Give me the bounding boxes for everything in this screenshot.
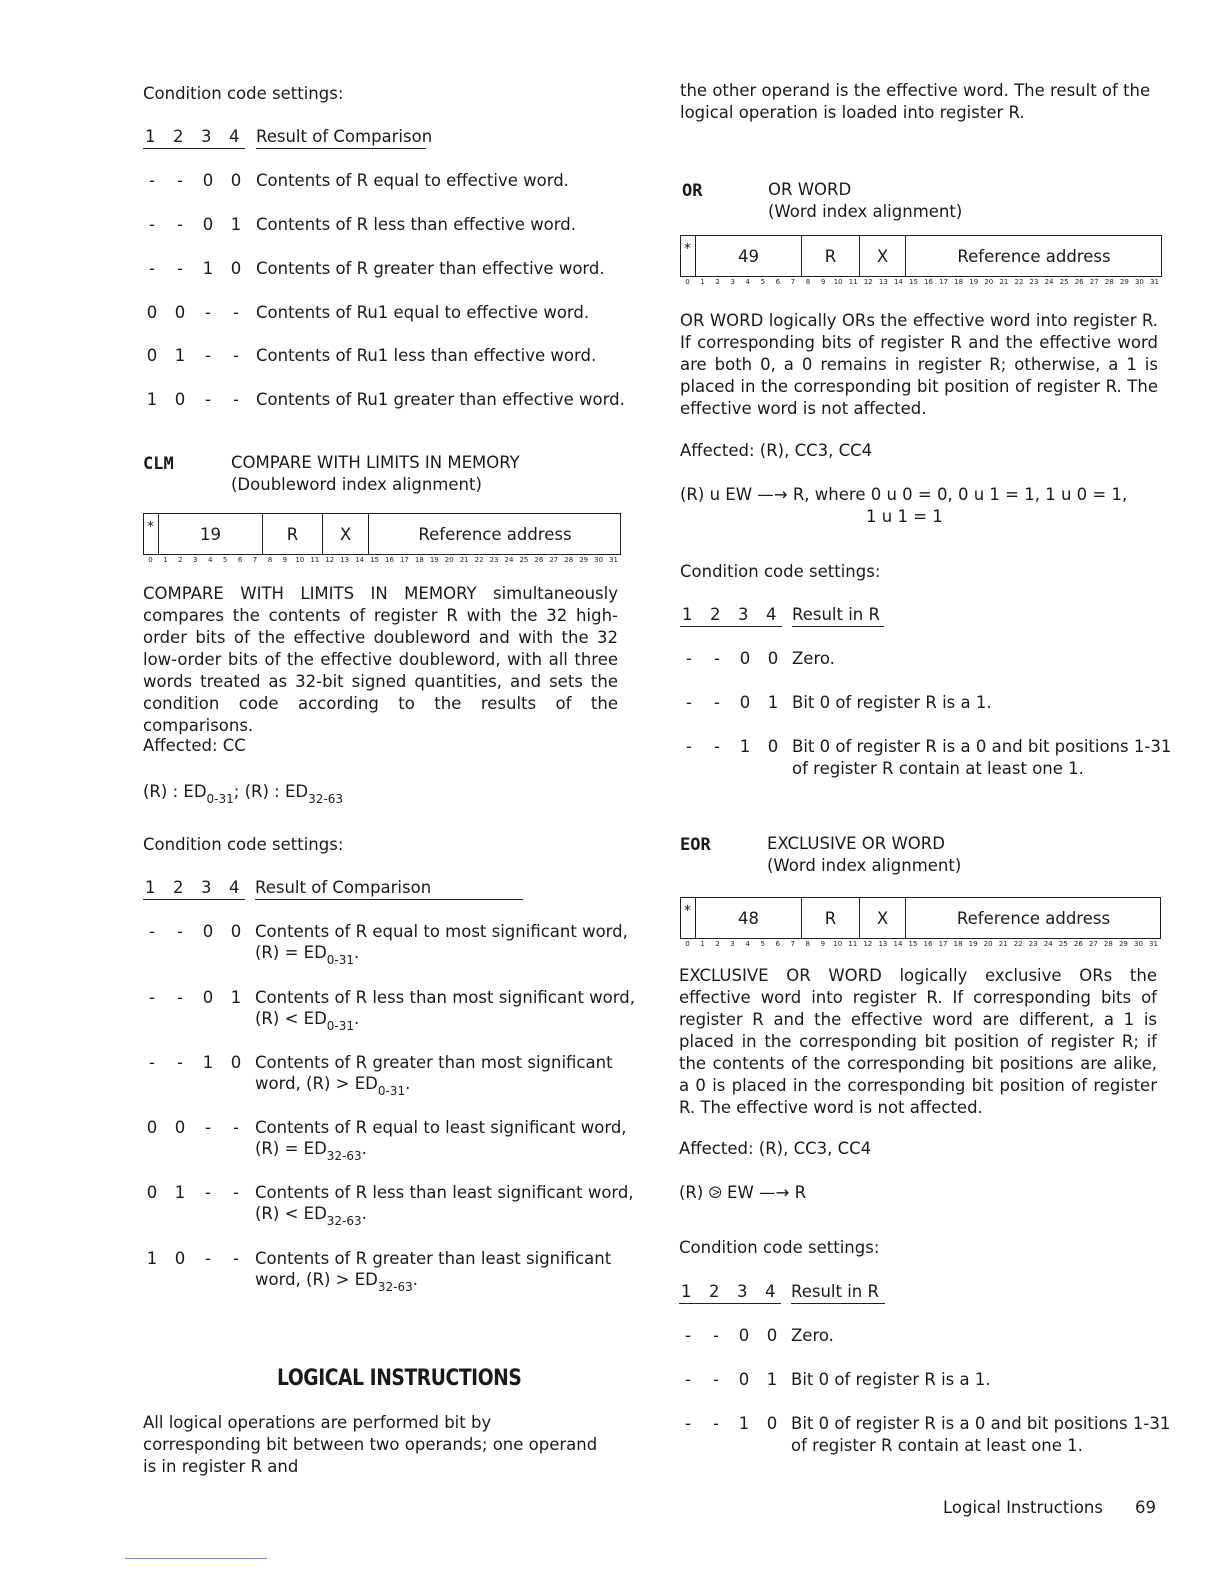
table-cell-code: 1 bbox=[767, 693, 779, 712]
table-cell-code: - bbox=[233, 346, 239, 365]
table-cell-code: 0 bbox=[202, 215, 214, 234]
table-cell-code: 0 bbox=[146, 1183, 158, 1202]
bit-number: 3 bbox=[193, 556, 198, 564]
bit-number: 28 bbox=[1103, 940, 1113, 948]
table-cell-code: 0 bbox=[230, 259, 242, 278]
table-cell-code: 1 bbox=[230, 988, 242, 1007]
bit-number: 26 bbox=[1073, 940, 1083, 948]
table-header-col: 1 bbox=[682, 605, 693, 624]
bit-number: 22 bbox=[474, 556, 484, 564]
bit-number: 2 bbox=[715, 278, 720, 286]
bit-number: 17 bbox=[399, 556, 409, 564]
bit-number: 17 bbox=[938, 940, 948, 948]
or-formula-line2: 1 u 1 = 1 bbox=[866, 507, 943, 526]
opcode-field: 48 bbox=[696, 897, 802, 939]
bit-number: 27 bbox=[549, 556, 559, 564]
bit-number: 1 bbox=[163, 556, 168, 564]
table-cell-result-formula: $(R) = ED_{0-31}$. bbox=[255, 943, 360, 967]
bit-number: 7 bbox=[252, 556, 258, 564]
bit-number: 20 bbox=[983, 940, 993, 948]
footer-section: Logical Instructions bbox=[943, 1498, 1103, 1517]
table-cell-code: 0 bbox=[202, 171, 214, 190]
table-cell-code: - bbox=[177, 259, 183, 278]
table-cell-code: - bbox=[233, 1118, 239, 1137]
bit-number: 16 bbox=[385, 556, 394, 564]
register-field: R bbox=[802, 897, 860, 939]
table-header-col: 2 bbox=[709, 1282, 720, 1301]
bit-number: 10 bbox=[833, 940, 843, 948]
table-cell-result-formula: $(R) < ED_{0-31}$. bbox=[255, 1009, 360, 1033]
or-cc-heading: Condition code settings: bbox=[680, 562, 881, 581]
table-cell-code: - bbox=[149, 215, 155, 234]
table-header-col: 1 bbox=[145, 878, 156, 897]
table-cell-code: - bbox=[149, 1053, 155, 1072]
table-cell-code: 1 bbox=[202, 1053, 214, 1072]
table-header-col: 3 bbox=[738, 605, 749, 624]
reference-address-field: Reference address bbox=[957, 246, 1111, 266]
bit-number: 28 bbox=[1104, 278, 1114, 286]
bit-number: 6 bbox=[237, 556, 243, 564]
table-cell-code: - bbox=[713, 1326, 719, 1345]
bit-number: 6 bbox=[775, 940, 780, 948]
bit-number: 22 bbox=[1014, 278, 1024, 286]
table-header-result: Result of Comparison bbox=[256, 126, 426, 149]
table-cell-code: 1 bbox=[146, 390, 158, 409]
table-header-col: 4 bbox=[229, 127, 240, 146]
bit-number: 1 bbox=[700, 940, 705, 948]
bit-number: 20 bbox=[444, 556, 454, 564]
or-alignment: (Word index alignment) bbox=[768, 202, 963, 221]
bit-number: 21 bbox=[998, 940, 1008, 948]
or-mnemonic: OR bbox=[682, 181, 703, 201]
bit-number: 31 bbox=[1150, 278, 1159, 286]
bit-number: 15 bbox=[370, 556, 379, 564]
table-cell-result: Bit 0 of register R is a 0 and bit positions 1-31 bbox=[792, 737, 1172, 756]
bit-number: 10 bbox=[295, 556, 305, 564]
register-field: R bbox=[802, 235, 860, 277]
table-cell-code: 1 bbox=[202, 259, 214, 278]
eor-alignment: (Word index alignment) bbox=[767, 856, 962, 875]
table-cell-code: 0 bbox=[146, 346, 158, 365]
bit-number: 30 bbox=[594, 556, 604, 564]
table-cell-code: 0 bbox=[202, 988, 214, 1007]
bit-number: 18 bbox=[954, 278, 964, 286]
table-header-result: Result in R bbox=[791, 1281, 885, 1304]
bit-number: 22 bbox=[1013, 940, 1023, 948]
indirect-flag: * bbox=[143, 513, 159, 555]
bit-number: 2 bbox=[715, 940, 720, 948]
table-header-col: 2 bbox=[710, 605, 721, 624]
bit-number: 17 bbox=[939, 278, 949, 286]
table-header-col: 1 bbox=[681, 1282, 692, 1301]
table-cell-code: 0 bbox=[766, 1326, 778, 1345]
bit-number: 0 bbox=[685, 278, 690, 286]
bit-number: 11 bbox=[848, 278, 858, 286]
bit-number: 19 bbox=[969, 278, 979, 286]
bit-number: 8 bbox=[267, 556, 273, 564]
table-cell-code: 0 bbox=[739, 649, 751, 668]
table-header-col: 4 bbox=[229, 878, 240, 897]
bit-number: 28 bbox=[564, 556, 574, 564]
table-cell-result: Contents of R equal to most significant word, bbox=[255, 922, 628, 941]
bit-number: 7 bbox=[790, 278, 796, 286]
table-cell-result-formula: word, $(R) > ED_{0-31}$. bbox=[255, 1074, 411, 1098]
table-cell-code: - bbox=[177, 988, 183, 1007]
table-cell-code: - bbox=[233, 1183, 239, 1202]
table-cell-result: Contents of R greater than least significant bbox=[255, 1249, 612, 1268]
clm-affected: Affected: CC bbox=[143, 736, 246, 755]
table-header-col: 2 bbox=[173, 127, 184, 146]
table-cell-code: - bbox=[686, 649, 692, 668]
table-cell-code: - bbox=[685, 1326, 691, 1345]
table-header-columns bbox=[143, 877, 245, 900]
table-cell-result: Contents of R equal to effective word. bbox=[256, 171, 569, 190]
bit-number: 4 bbox=[207, 556, 213, 564]
table-cell-code: - bbox=[233, 1249, 239, 1268]
table-cell-code: - bbox=[177, 171, 183, 190]
bit-number: 1 bbox=[700, 278, 705, 286]
bit-number: 23 bbox=[1028, 940, 1038, 948]
table-cell-code: - bbox=[685, 1414, 691, 1433]
table-cell-code: 0 bbox=[174, 303, 186, 322]
table-header-result: Result of Comparison bbox=[255, 877, 523, 900]
clm-alignment: (Doubleword index alignment) bbox=[231, 475, 482, 494]
table-cell-code: - bbox=[205, 1183, 211, 1202]
table-header-result: Result in R bbox=[792, 604, 884, 627]
bit-number: 24 bbox=[1044, 278, 1054, 286]
table-cell-result-formula: $(R) < ED_{32-63}$. bbox=[255, 1204, 367, 1228]
bit-ruler bbox=[680, 939, 1161, 949]
bit-number: 14 bbox=[893, 940, 903, 948]
table-header-columns bbox=[143, 126, 245, 149]
table-cell-result-formula: word, $(R) > ED_{32-63}$. bbox=[255, 1270, 418, 1294]
bit-number: 13 bbox=[340, 556, 350, 564]
footer-rule bbox=[125, 1558, 267, 1559]
opcode-field: 19 bbox=[159, 513, 263, 555]
bit-number: 20 bbox=[984, 278, 994, 286]
bit-number: 26 bbox=[534, 556, 544, 564]
table-cell-code: - bbox=[149, 988, 155, 1007]
indirect-flag: * bbox=[680, 897, 696, 939]
table-cell-code: - bbox=[177, 1053, 183, 1072]
table-cell-code: 1 bbox=[230, 215, 242, 234]
table-cell-code: - bbox=[149, 922, 155, 941]
logical-intro: All logical operations are performed bit by corresponding bit between two operands; one operand is in register R and bbox=[143, 1413, 598, 1476]
bit-number: 24 bbox=[504, 556, 514, 564]
table-cell-code: - bbox=[177, 922, 183, 941]
table-cell-result: of register R contain at least one 1. bbox=[791, 1436, 1083, 1455]
table-cell-result: Contents of Ru1 less than effective word. bbox=[256, 346, 597, 365]
bit-number: 4 bbox=[745, 278, 751, 286]
clm-description: COMPARE WITH LIMITS IN MEMORY simultaneously compares the contents of register R with the 32 high-order bits of the effective doubleword and with the 32 low-order bits of the effective doubleword, with all three words treated as 32-bit signed quantities, and sets the condition code according to the results of the comparisons. bbox=[143, 584, 618, 735]
table-cell-code: - bbox=[714, 737, 720, 756]
table-cell-result: Contents of R less than most significant word, bbox=[255, 988, 635, 1007]
table-cell-code: 0 bbox=[202, 922, 214, 941]
table-cell-code: 0 bbox=[767, 737, 779, 756]
table-cell-result: Contents of R less than effective word. bbox=[256, 215, 576, 234]
table-header-col: 3 bbox=[201, 127, 212, 146]
bit-number: 30 bbox=[1134, 278, 1144, 286]
bit-number: 2 bbox=[178, 556, 183, 564]
bit-number: 8 bbox=[805, 278, 811, 286]
table-cell-result: Bit 0 of register R is a 0 and bit positions 1-31 bbox=[791, 1414, 1171, 1433]
table-cell-result: Contents of R greater than effective word. bbox=[256, 259, 605, 278]
table-cell-code: 0 bbox=[174, 1118, 186, 1137]
table-cell-code: 0 bbox=[230, 1053, 242, 1072]
table-cell-code: - bbox=[686, 737, 692, 756]
table-cell-code: 1 bbox=[738, 1414, 750, 1433]
eor-title: EXCLUSIVE OR WORD bbox=[767, 834, 945, 853]
table-cell-code: 0 bbox=[174, 390, 186, 409]
bit-number: 23 bbox=[489, 556, 499, 564]
table-cell-code: - bbox=[233, 390, 239, 409]
eor-mnemonic: EOR bbox=[680, 835, 711, 855]
bit-number: 31 bbox=[609, 556, 618, 564]
register-field: R bbox=[263, 513, 323, 555]
bit-number: 6 bbox=[775, 278, 781, 286]
table-cell-code: 1 bbox=[174, 346, 186, 365]
bit-number: 14 bbox=[893, 278, 903, 286]
bit-number: 9 bbox=[820, 940, 826, 948]
bit-number: 5 bbox=[760, 940, 765, 948]
logical-instructions-heading: LOGICAL INSTRUCTIONS bbox=[277, 1366, 522, 1391]
eor-affected: Affected: (R), CC3, CC4 bbox=[679, 1139, 872, 1158]
table-header-col: 1 bbox=[145, 127, 156, 146]
table-cell-code: 0 bbox=[230, 922, 242, 941]
bit-number: 12 bbox=[325, 556, 335, 564]
table-cell-result: Contents of Ru1 greater than effective word. bbox=[256, 390, 625, 409]
table-cell-code: 0 bbox=[146, 1118, 158, 1137]
bit-number: 25 bbox=[519, 556, 529, 564]
table-cell-result-formula: $(R) = ED_{32-63}$. bbox=[255, 1139, 367, 1163]
table-cell-result: Contents of R less than least significant word, bbox=[255, 1183, 634, 1202]
or-affected: Affected: (R), CC3, CC4 bbox=[680, 441, 873, 460]
table-cell-code: 0 bbox=[739, 693, 751, 712]
or-formula-line1: (R) u EW —→ R, where 0 u 0 = 0, 0 u 1 = 1, 1 u 0 = 1, bbox=[680, 485, 1128, 504]
table-header-col: 3 bbox=[737, 1282, 748, 1301]
index-field: X bbox=[323, 513, 369, 555]
bit-number: 9 bbox=[282, 556, 288, 564]
opcode-field: 49 bbox=[696, 235, 802, 277]
bit-number: 29 bbox=[1119, 278, 1129, 286]
table-cell-code: - bbox=[713, 1414, 719, 1433]
or-title: OR WORD bbox=[768, 180, 852, 199]
bit-number: 27 bbox=[1088, 940, 1098, 948]
bit-number: 24 bbox=[1043, 940, 1053, 948]
table-cell-code: - bbox=[205, 1249, 211, 1268]
table-cell-code: 0 bbox=[230, 171, 242, 190]
table-cell-code: 0 bbox=[738, 1370, 750, 1389]
page-number: 69 bbox=[1135, 1498, 1156, 1517]
bit-number: 11 bbox=[310, 556, 320, 564]
or-instruction-format bbox=[680, 235, 1162, 286]
table-cell-code: - bbox=[686, 693, 692, 712]
bit-number: 19 bbox=[429, 556, 439, 564]
bit-number: 18 bbox=[953, 940, 963, 948]
clm-mnemonic: CLM bbox=[143, 454, 174, 474]
bit-number: 10 bbox=[833, 278, 843, 286]
table-cell-code: - bbox=[205, 1118, 211, 1137]
bit-number: 12 bbox=[863, 940, 873, 948]
table-cell-code: 1 bbox=[146, 1249, 158, 1268]
table-header-columns bbox=[680, 604, 782, 627]
table-cell-code: - bbox=[149, 259, 155, 278]
bit-number: 25 bbox=[1059, 278, 1069, 286]
table-cell-code: - bbox=[205, 303, 211, 322]
bit-number: 7 bbox=[790, 940, 795, 948]
table-header-columns bbox=[679, 1281, 781, 1304]
bit-number: 31 bbox=[1149, 940, 1158, 948]
bit-number: 0 bbox=[685, 940, 690, 948]
table-cell-code: - bbox=[713, 1370, 719, 1389]
clm-title: COMPARE WITH LIMITS IN MEMORY bbox=[231, 453, 520, 472]
table-cell-code: - bbox=[233, 303, 239, 322]
table-cell-code: 0 bbox=[738, 1326, 750, 1345]
table-cell-result: Contents of R greater than most significant bbox=[255, 1053, 613, 1072]
bit-number: 21 bbox=[999, 278, 1009, 286]
bit-number: 29 bbox=[579, 556, 589, 564]
table-cell-result: Contents of R equal to least significant word, bbox=[255, 1118, 627, 1137]
continuation-text: the other operand is the effective word. The result of the logical operation is loaded into register R. bbox=[680, 81, 1151, 122]
bit-number: 30 bbox=[1133, 940, 1143, 948]
table-cell-result: Bit 0 of register R is a 1. bbox=[792, 693, 992, 712]
eor-description: EXCLUSIVE OR WORD logically exclusive ORs the effective word into register R. If corresponding bits of register R and the effective word are different, a 1 is placed in the corresponding bit position of register R; if the contents of the corresponding bit positions are alike, a 0 is placed in the corresponding bit position of register R. The effective word is not affected. bbox=[679, 966, 1157, 1117]
index-field: X bbox=[860, 235, 906, 277]
reference-address-field: Reference address bbox=[418, 524, 572, 544]
table-header-col: 4 bbox=[765, 1282, 776, 1301]
bit-number: 9 bbox=[820, 278, 826, 286]
bit-ruler bbox=[143, 555, 621, 565]
eor-cc-heading: Condition code settings: bbox=[679, 1238, 880, 1257]
eor-instruction-format bbox=[680, 897, 1161, 948]
table-header-col: 2 bbox=[173, 878, 184, 897]
bit-number: 3 bbox=[730, 278, 735, 286]
table-cell-code: - bbox=[714, 649, 720, 668]
bit-ruler bbox=[680, 277, 1162, 287]
table-cell-code: 0 bbox=[146, 303, 158, 322]
table-cell-result: Zero. bbox=[792, 649, 835, 668]
eor-formula: (R) ⧁ EW —→ R bbox=[679, 1183, 807, 1202]
table-header-col: 3 bbox=[201, 878, 212, 897]
bit-number: 25 bbox=[1058, 940, 1068, 948]
bit-number: 12 bbox=[863, 278, 873, 286]
bit-number: 15 bbox=[909, 278, 918, 286]
clm-formula: (R) : $ED_{0-31}$; (R) : $ED_{32-63}$ bbox=[143, 782, 343, 806]
bit-number: 11 bbox=[848, 940, 858, 948]
bit-number: 3 bbox=[730, 940, 735, 948]
table-cell-result: Contents of Ru1 equal to effective word. bbox=[256, 303, 590, 322]
bit-number: 8 bbox=[805, 940, 810, 948]
index-field: X bbox=[860, 897, 906, 939]
cc-heading-1: Condition code settings: bbox=[143, 84, 344, 103]
table-cell-result: of register R contain at least one 1. bbox=[792, 759, 1084, 778]
bit-number: 4 bbox=[745, 940, 750, 948]
table-cell-code: - bbox=[685, 1370, 691, 1389]
table-cell-code: 1 bbox=[174, 1183, 186, 1202]
table-cell-code: - bbox=[149, 171, 155, 190]
table-cell-code: 0 bbox=[174, 1249, 186, 1268]
bit-number: 0 bbox=[148, 556, 153, 564]
bit-number: 16 bbox=[924, 278, 933, 286]
table-cell-code: - bbox=[205, 346, 211, 365]
indirect-flag: * bbox=[680, 235, 696, 277]
bit-number: 14 bbox=[355, 556, 365, 564]
bit-number: 23 bbox=[1029, 278, 1039, 286]
bit-number: 15 bbox=[908, 940, 918, 948]
bit-number: 18 bbox=[414, 556, 424, 564]
bit-number: 16 bbox=[923, 940, 933, 948]
table-cell-code: 0 bbox=[766, 1414, 778, 1433]
table-cell-code: - bbox=[205, 390, 211, 409]
bit-number: 19 bbox=[968, 940, 978, 948]
bit-number: 5 bbox=[222, 556, 228, 564]
table-cell-code: - bbox=[177, 215, 183, 234]
table-cell-code: 1 bbox=[766, 1370, 778, 1389]
table-cell-result: Bit 0 of register R is a 1. bbox=[791, 1370, 991, 1389]
reference-address-field: Reference address bbox=[956, 908, 1111, 928]
table-cell-code: 1 bbox=[739, 737, 751, 756]
table-cell-code: - bbox=[714, 693, 720, 712]
bit-number: 13 bbox=[878, 278, 888, 286]
bit-number: 5 bbox=[760, 278, 766, 286]
table-header-col: 4 bbox=[766, 605, 777, 624]
cc-heading-2: Condition code settings: bbox=[143, 835, 344, 854]
table-cell-result: Zero. bbox=[791, 1326, 834, 1345]
bit-number: 21 bbox=[459, 556, 469, 564]
bit-number: 13 bbox=[878, 940, 888, 948]
bit-number: 27 bbox=[1089, 278, 1099, 286]
table-cell-code: 0 bbox=[767, 649, 779, 668]
bit-number: 29 bbox=[1118, 940, 1128, 948]
bit-number: 26 bbox=[1074, 278, 1084, 286]
or-description: OR WORD logically ORs the effective word into register R. If corresponding bits of register R and the effective word are both 0, a 0 remains in register R; otherwise, a 1 is placed in the corresponding bit position of register R. The effective word is not affected. bbox=[680, 311, 1158, 418]
clm-instruction-format bbox=[143, 513, 621, 564]
